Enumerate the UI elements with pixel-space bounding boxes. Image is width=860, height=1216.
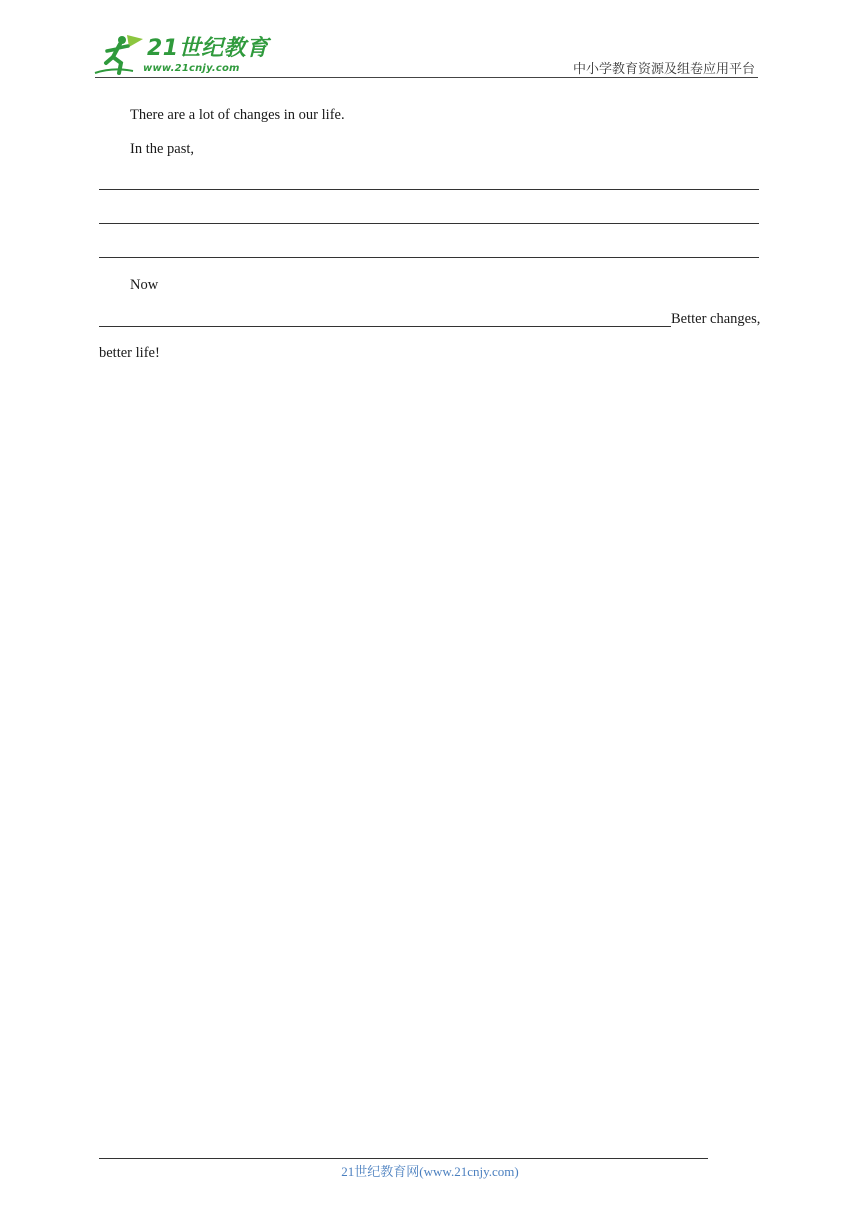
writing-blank-2[interactable]: [99, 205, 766, 239]
sentence-past: In the past,: [130, 141, 195, 157]
writing-blank-4[interactable]: [99, 308, 671, 327]
writing-line-now: [99, 307, 766, 341]
writing-blank-3[interactable]: [99, 239, 766, 273]
header-tagline: 中小学教育资源及组卷应用平台: [572, 61, 755, 76]
footer-divider: [99, 1158, 708, 1159]
site-logo[interactable]: [93, 33, 269, 78]
header-divider: [95, 77, 758, 78]
sentence-better-changes: Better changes,: [671, 311, 761, 327]
logo-wordmark: 21世纪教育: [147, 36, 269, 61]
sentence-intro: There are a lot of changes in our life.: [130, 107, 345, 123]
sentence-now: Now: [130, 277, 159, 293]
running-figure-icon: [93, 33, 145, 78]
logo-url: www.21cnjy.com: [143, 63, 240, 74]
writing-blank-1[interactable]: [99, 171, 766, 205]
footer-link[interactable]: 21世纪教育网(www.21cnjy.com): [341, 1164, 519, 1179]
page-header: [0, 0, 860, 80]
sentence-better-life: better life!: [99, 345, 160, 361]
worksheet-body: [99, 103, 766, 375]
